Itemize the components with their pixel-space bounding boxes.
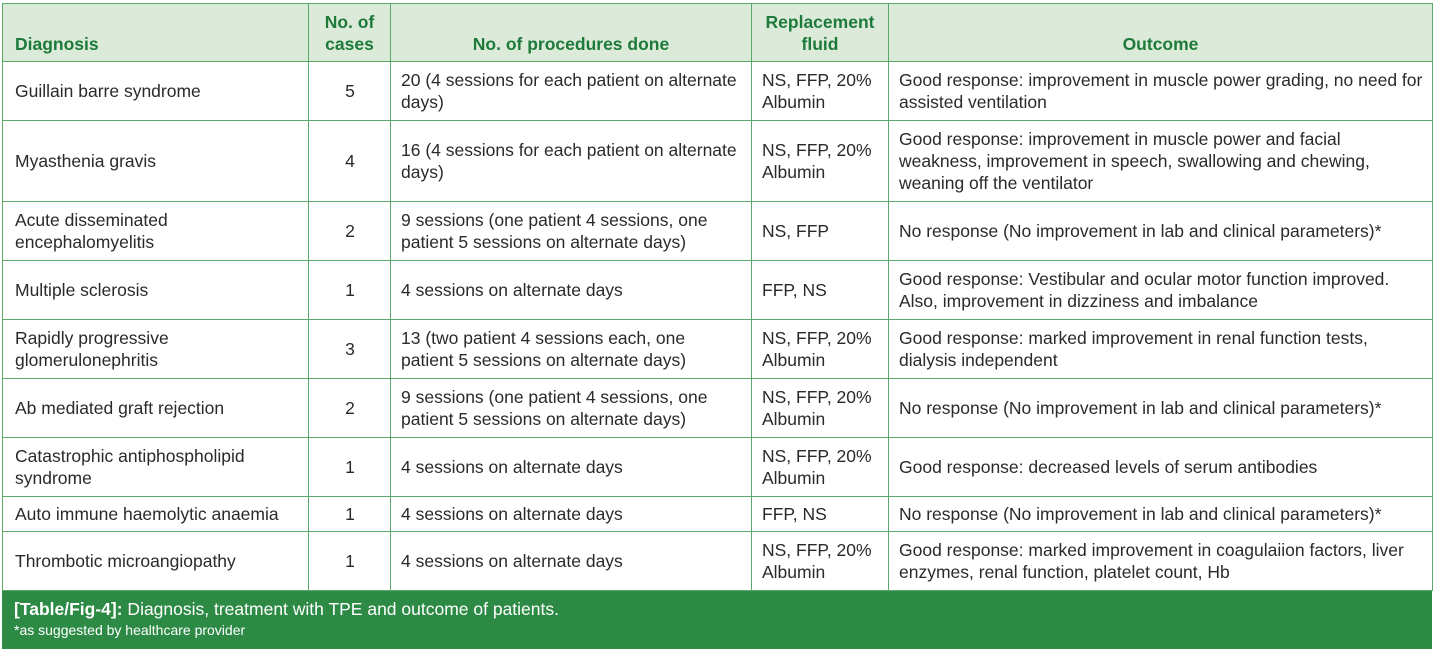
- cell-cases: 4: [309, 121, 391, 202]
- cell-procedures: 13 (two patient 4 sessions each, one patient 5 sessions on alternate days): [391, 320, 752, 379]
- cell-outcome: Good response: improvement in muscle power grading, no need for assisted ventilation: [889, 62, 1433, 121]
- cell-outcome: No response (No improvement in lab and clinical parameters)*: [889, 497, 1433, 532]
- cell-diagnosis: Auto immune haemolytic anaemia: [3, 497, 309, 532]
- results-table: [2, 3, 1433, 591]
- cell-outcome: Good response: decreased levels of serum antibodies: [889, 438, 1433, 497]
- cell-outcome: Good response: improvement in muscle power and facial weakness, improvement in speech, swallowing and chewing, weaning off the ventilator: [889, 121, 1433, 202]
- table-row: [3, 261, 1433, 320]
- cell-outcome: Good response: marked improvement in renal function tests, dialysis independent: [889, 320, 1433, 379]
- cell-diagnosis: Rapidly progressive glomerulonephritis: [3, 320, 309, 379]
- header-diagnosis: Diagnosis: [3, 4, 309, 62]
- cell-procedures: 4 sessions on alternate days: [391, 497, 752, 532]
- cell-procedures: 4 sessions on alternate days: [391, 438, 752, 497]
- cell-diagnosis: Multiple sclerosis: [3, 261, 309, 320]
- cell-diagnosis: Acute disseminated encephalomyelitis: [3, 202, 309, 261]
- header-cases: No. of cases: [309, 4, 391, 62]
- cell-outcome: Good response: Vestibular and ocular motor function improved. Also, improvement in dizziness and imbalance: [889, 261, 1433, 320]
- cell-fluid: NS, FFP, 20% Albumin: [752, 532, 889, 591]
- cell-procedures: 9 sessions (one patient 4 sessions, one patient 5 sessions on alternate days): [391, 379, 752, 438]
- cell-procedures: 4 sessions on alternate days: [391, 532, 752, 591]
- table-row: [3, 438, 1433, 497]
- cell-diagnosis: Ab mediated graft rejection: [3, 379, 309, 438]
- cell-fluid: NS, FFP, 20% Albumin: [752, 320, 889, 379]
- table-row: [3, 121, 1433, 202]
- table-row: [3, 497, 1433, 532]
- table-row: [3, 379, 1433, 438]
- cell-procedures: 16 (4 sessions for each patient on alternate days): [391, 121, 752, 202]
- cell-procedures: 20 (4 sessions for each patient on alternate days): [391, 62, 752, 121]
- table-caption: [2, 591, 1432, 649]
- header-procedures: No. of procedures done: [391, 4, 752, 62]
- table-row: [3, 532, 1433, 591]
- table-row: [3, 62, 1433, 121]
- cell-cases: 5: [309, 62, 391, 121]
- cell-outcome: Good response: marked improvement in coagulaiion factors, liver enzymes, renal function, platelet count, Hb: [889, 532, 1433, 591]
- header-outcome: Outcome: [889, 4, 1433, 62]
- cell-fluid: NS, FFP, 20% Albumin: [752, 438, 889, 497]
- cell-cases: 2: [309, 379, 391, 438]
- cell-outcome: No response (No improvement in lab and clinical parameters)*: [889, 379, 1433, 438]
- caption-footnote: *as suggested by healthcare provider: [14, 622, 246, 638]
- cell-outcome: No response (No improvement in lab and clinical parameters)*: [889, 202, 1433, 261]
- table-row: [3, 202, 1433, 261]
- cell-procedures: 9 sessions (one patient 4 sessions, one patient 5 sessions on alternate days): [391, 202, 752, 261]
- cell-fluid: FFP, NS: [752, 497, 889, 532]
- cell-fluid: NS, FFP, 20% Albumin: [752, 379, 889, 438]
- cell-diagnosis: Catastrophic antiphospholipid syndrome: [3, 438, 309, 497]
- cell-diagnosis: Guillain barre syndrome: [3, 62, 309, 121]
- cell-procedures: 4 sessions on alternate days: [391, 261, 752, 320]
- cell-cases: 2: [309, 202, 391, 261]
- cell-diagnosis: Myasthenia gravis: [3, 121, 309, 202]
- cell-diagnosis: Thrombotic microangiopathy: [3, 532, 309, 591]
- header-row: [3, 4, 1433, 62]
- caption-label: [Table/Fig-4]:: [14, 599, 123, 619]
- cell-fluid: NS, FFP, 20% Albumin: [752, 121, 889, 202]
- caption-line: [14, 598, 1420, 620]
- cell-cases: 1: [309, 438, 391, 497]
- cell-cases: 1: [309, 497, 391, 532]
- cell-cases: 1: [309, 532, 391, 591]
- cell-fluid: FFP, NS: [752, 261, 889, 320]
- cell-fluid: NS, FFP: [752, 202, 889, 261]
- cell-cases: 1: [309, 261, 391, 320]
- table-figure: [2, 3, 1432, 649]
- cell-cases: 3: [309, 320, 391, 379]
- header-fluid: Replacement fluid: [752, 4, 889, 62]
- cell-fluid: NS, FFP, 20% Albumin: [752, 62, 889, 121]
- table-row: [3, 320, 1433, 379]
- caption-text: Diagnosis, treatment with TPE and outcome of patients.: [122, 599, 559, 619]
